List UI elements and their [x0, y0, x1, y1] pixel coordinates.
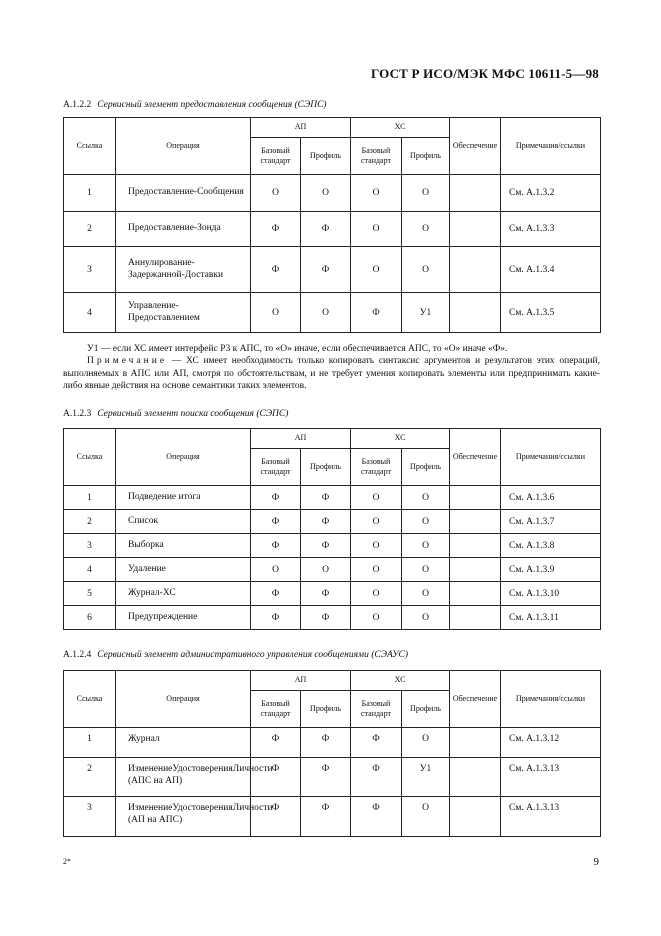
row-operation: ИзменениеУдостоверенияЛичности (АПС на АП)	[116, 758, 251, 797]
table-row	[64, 293, 601, 333]
row-ap-base: Ф	[251, 247, 301, 293]
col-operation: Операция	[116, 671, 251, 728]
row-ap-profile: Ф	[301, 247, 351, 293]
table-row	[64, 175, 601, 212]
row-xc-base: О	[351, 486, 402, 510]
col-notes: Примечания/ссылки	[501, 118, 601, 175]
row-ref: 2	[64, 212, 116, 247]
col-xc-profile: Профиль	[402, 138, 450, 175]
col-ap: АП	[251, 429, 351, 449]
row-xc-profile: О	[402, 534, 450, 558]
row-xc-profile: О	[402, 582, 450, 606]
col-notes: Примечания/ссылки	[501, 671, 601, 728]
row-ap-base: Ф	[251, 486, 301, 510]
row-ap-profile: Ф	[301, 582, 351, 606]
row-ref: 1	[64, 486, 116, 510]
row-ap-profile: Ф	[301, 728, 351, 758]
row-ap-profile: Ф	[301, 212, 351, 247]
row-ap-base: О	[251, 293, 301, 333]
table-row	[64, 534, 601, 558]
table-row	[64, 728, 601, 758]
table-row	[64, 558, 601, 582]
row-note: См. А.1.3.12	[501, 728, 601, 758]
row-ref: 5	[64, 582, 116, 606]
col-ref: Ссылка	[64, 429, 116, 486]
col-notes: Примечания/ссылки	[501, 429, 601, 486]
table-body	[64, 728, 601, 837]
row-operation: Выборка	[116, 534, 251, 558]
row-xc-base: О	[351, 558, 402, 582]
row-ap-profile: Ф	[301, 486, 351, 510]
row-support	[450, 558, 501, 582]
row-xc-base: О	[351, 212, 402, 247]
note-label: Примечание	[87, 356, 168, 367]
row-support	[450, 728, 501, 758]
row-xc-base: О	[351, 175, 402, 212]
row-note: См. А.1.3.8	[501, 534, 601, 558]
section-title	[63, 409, 288, 419]
col-ap-profile: Профиль	[301, 449, 351, 486]
row-xc-profile: О	[402, 486, 450, 510]
row-operation: Список	[116, 510, 251, 534]
col-xc-base: Базовый стандарт	[351, 691, 402, 728]
row-operation: Управление-Предоставлением	[116, 293, 251, 333]
page-number: 9	[593, 856, 599, 868]
col-xc: ХС	[351, 118, 450, 138]
row-ap-profile: Ф	[301, 606, 351, 630]
operations-table	[63, 117, 601, 333]
row-support	[450, 247, 501, 293]
row-operation: Предупреждение	[116, 606, 251, 630]
row-xc-base: О	[351, 247, 402, 293]
col-ap: АП	[251, 118, 351, 138]
row-xc-profile: О	[402, 510, 450, 534]
col-xc-profile: Профиль	[402, 691, 450, 728]
row-ap-base: Ф	[251, 758, 301, 797]
section-number: А.1.2.3	[63, 409, 92, 419]
row-note: См. А.1.3.11	[501, 606, 601, 630]
row-ap-base: Ф	[251, 582, 301, 606]
col-ref: Ссылка	[64, 118, 116, 175]
col-xc: ХС	[351, 429, 450, 449]
section-title	[63, 650, 408, 660]
row-operation: Предоставление-Зонда	[116, 212, 251, 247]
col-ap-base: Базовый стандарт	[251, 138, 301, 175]
table-row	[64, 510, 601, 534]
row-ap-base: Ф	[251, 797, 301, 837]
row-support	[450, 582, 501, 606]
row-xc-base: О	[351, 582, 402, 606]
row-xc-profile: О	[402, 212, 450, 247]
row-support	[450, 758, 501, 797]
row-ap-base: О	[251, 558, 301, 582]
row-note: См. А.1.3.3	[501, 212, 601, 247]
row-note: См. А.1.3.13	[501, 797, 601, 837]
row-ap-base: Ф	[251, 606, 301, 630]
col-ap-base: Базовый стандарт	[251, 691, 301, 728]
row-support	[450, 510, 501, 534]
col-ap-profile: Профиль	[301, 691, 351, 728]
section-title	[63, 100, 327, 110]
notes-block	[63, 343, 600, 392]
row-ref: 1	[64, 728, 116, 758]
row-xc-profile: У1	[402, 758, 450, 797]
table-body	[64, 486, 601, 630]
col-support: Обеспечение	[450, 118, 501, 175]
row-operation: Подведение итога	[116, 486, 251, 510]
col-ap-base: Базовый стандарт	[251, 449, 301, 486]
row-support	[450, 606, 501, 630]
row-note: См. А.1.3.10	[501, 582, 601, 606]
row-support	[450, 175, 501, 212]
row-ref: 4	[64, 293, 116, 333]
row-ap-profile: Ф	[301, 534, 351, 558]
col-xc: ХС	[351, 671, 450, 691]
row-xc-profile: О	[402, 728, 450, 758]
row-note: См. А.1.3.13	[501, 758, 601, 797]
table-row	[64, 247, 601, 293]
col-ref: Ссылка	[64, 671, 116, 728]
col-operation: Операция	[116, 118, 251, 175]
footnote-u1: У1 — если ХС имеет интерфейс P3 к АПС, то «О» иначе, если обеспечивается АПС, то «О» иначе «Ф».	[87, 344, 508, 354]
table-row	[64, 486, 601, 510]
row-ap-base: Ф	[251, 212, 301, 247]
row-support	[450, 797, 501, 837]
row-note: См. А.1.3.7	[501, 510, 601, 534]
row-xc-profile: О	[402, 797, 450, 837]
row-ref: 1	[64, 175, 116, 212]
row-xc-base: Ф	[351, 728, 402, 758]
row-support	[450, 486, 501, 510]
col-xc-base: Базовый стандарт	[351, 449, 402, 486]
row-ap-base: О	[251, 175, 301, 212]
section-heading: Сервисный элемент административного управления сообщениями (СЭАУС)	[97, 650, 409, 660]
row-support	[450, 293, 501, 333]
row-ap-base: Ф	[251, 510, 301, 534]
row-note: См. А.1.3.4	[501, 247, 601, 293]
col-xc-profile: Профиль	[402, 449, 450, 486]
col-operation: Операция	[116, 429, 251, 486]
table-body	[64, 175, 601, 333]
row-note: См. А.1.3.2	[501, 175, 601, 212]
table-row	[64, 212, 601, 247]
row-ap-profile: О	[301, 293, 351, 333]
row-ref: 2	[64, 510, 116, 534]
row-xc-base: О	[351, 510, 402, 534]
col-ap-profile: Профиль	[301, 138, 351, 175]
col-ap: АП	[251, 671, 351, 691]
row-ap-profile: О	[301, 175, 351, 212]
row-xc-base: О	[351, 534, 402, 558]
row-xc-profile: У1	[402, 293, 450, 333]
row-xc-base: Ф	[351, 293, 402, 333]
row-ap-base: Ф	[251, 534, 301, 558]
row-support	[450, 212, 501, 247]
col-support: Обеспечение	[450, 671, 501, 728]
table-row	[64, 797, 601, 837]
row-operation: Удаление	[116, 558, 251, 582]
section-number: А.1.2.2	[63, 100, 92, 110]
row-ref: 3	[64, 797, 116, 837]
table-row	[64, 582, 601, 606]
row-note: См. А.1.3.9	[501, 558, 601, 582]
row-operation: Предоставление-Сообщения	[116, 175, 251, 212]
row-note: См. А.1.3.5	[501, 293, 601, 333]
footer-signature-mark: 2*	[63, 857, 71, 866]
row-operation: ИзменениеУдостоверенияЛичности (АП на АПС)	[116, 797, 251, 837]
row-ref: 4	[64, 558, 116, 582]
row-ap-profile: О	[301, 558, 351, 582]
operations-table	[63, 428, 601, 630]
table-row	[64, 606, 601, 630]
row-xc-profile: О	[402, 247, 450, 293]
row-ap-base: Ф	[251, 728, 301, 758]
row-xc-base: Ф	[351, 797, 402, 837]
row-ap-profile: Ф	[301, 797, 351, 837]
col-xc-base: Базовый стандарт	[351, 138, 402, 175]
row-operation: Журнал-ХС	[116, 582, 251, 606]
row-xc-profile: О	[402, 558, 450, 582]
note-text: — ХС имеет необходимость только копировать синтаксис аргументов и результатов этих операций, выполняемых в АПС или АП, смотря по обстоятельствам, и не требует умения копировать элементы или предпринимать какие-либо явные действия на основе семантики таких элементов.	[63, 356, 601, 392]
operations-table	[63, 670, 601, 837]
row-xc-profile: О	[402, 175, 450, 212]
row-operation: Журнал	[116, 728, 251, 758]
table-row	[64, 758, 601, 797]
document-header: ГОСТ Р ИСО/МЭК МФС 10611-5—98	[370, 66, 599, 81]
row-operation: Аннулирование-Задержанной-Доставки	[116, 247, 251, 293]
row-note: См. А.1.3.6	[501, 486, 601, 510]
row-ap-profile: Ф	[301, 510, 351, 534]
section-number: А.1.2.4	[63, 650, 92, 660]
row-ref: 3	[64, 534, 116, 558]
row-xc-base: Ф	[351, 758, 402, 797]
row-xc-profile: О	[402, 606, 450, 630]
row-ap-profile: Ф	[301, 758, 351, 797]
row-ref: 6	[64, 606, 116, 630]
section-heading: Сервисный элемент поиска сообщения (СЭПС)	[97, 409, 289, 419]
section-heading: Сервисный элемент предоставления сообщения (СЭПС)	[97, 100, 327, 110]
row-ref: 3	[64, 247, 116, 293]
row-support	[450, 534, 501, 558]
col-support: Обеспечение	[450, 429, 501, 486]
row-ref: 2	[64, 758, 116, 797]
row-xc-base: О	[351, 606, 402, 630]
